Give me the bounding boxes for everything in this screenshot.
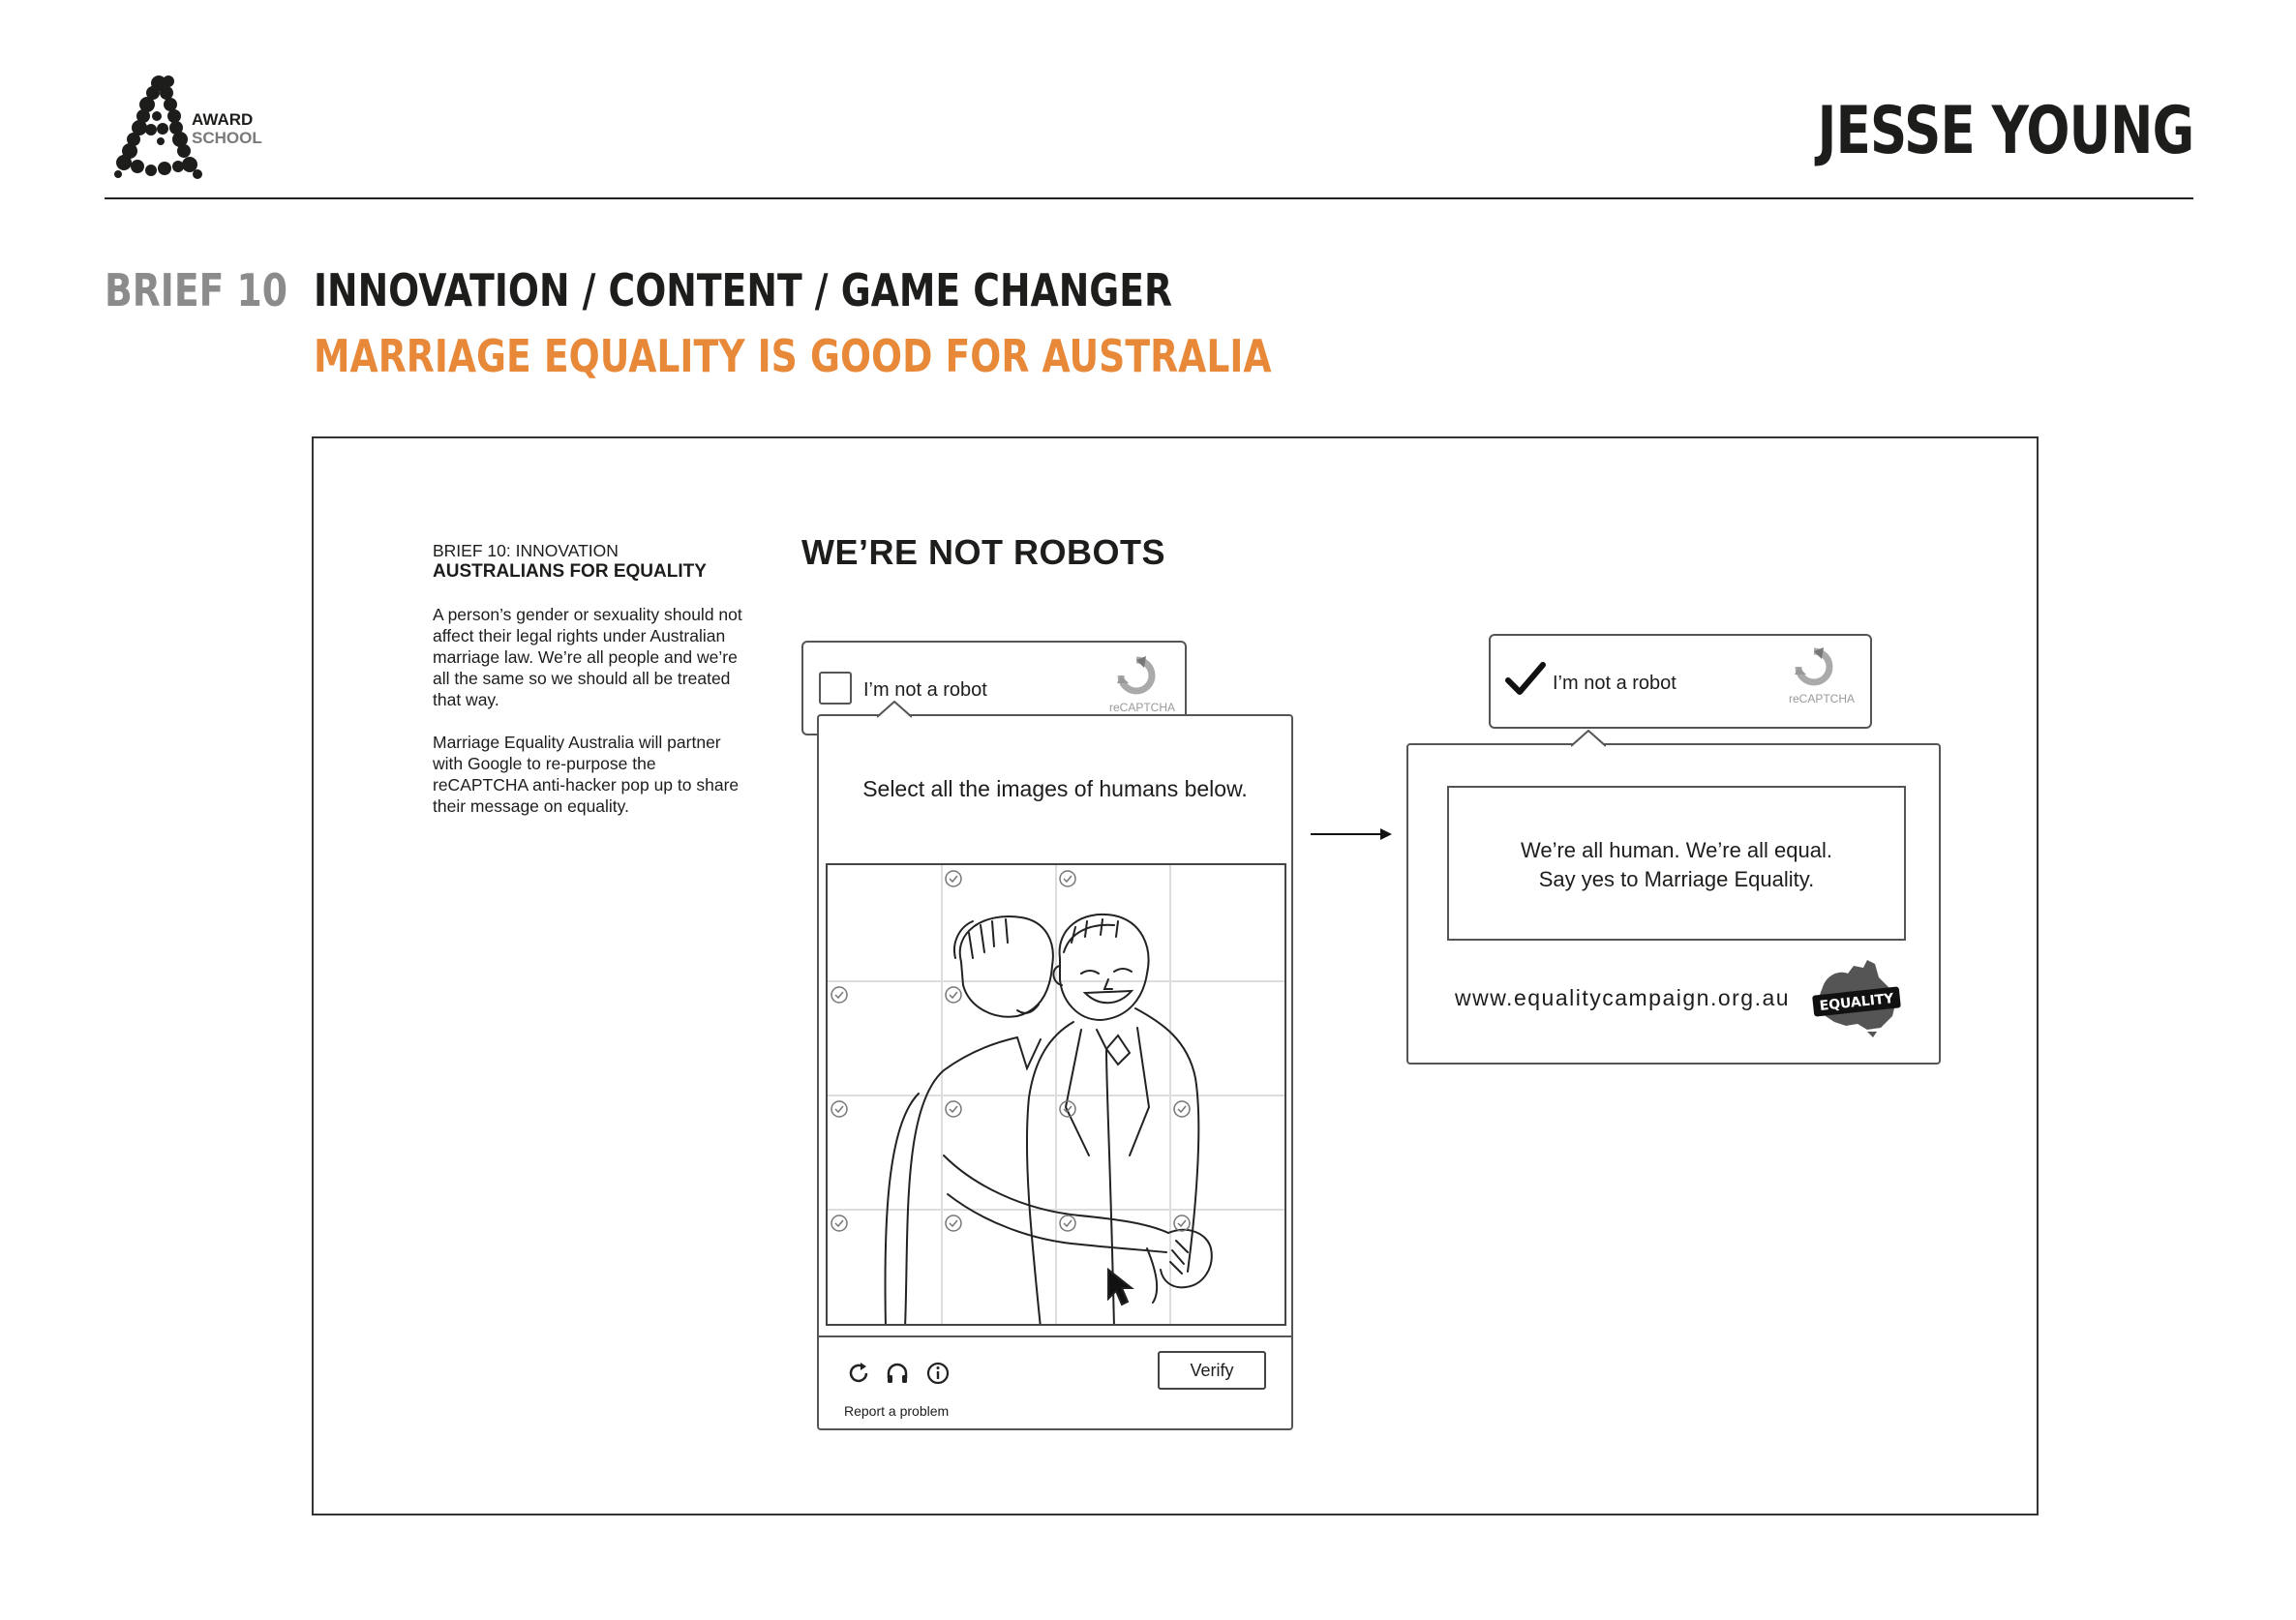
recaptcha-widget-checked [1489, 634, 1872, 729]
couple-illustration [828, 865, 1286, 1326]
message-line-1: We’re all human. We’re all equal. [1520, 838, 1832, 862]
report-problem-link[interactable]: Report a problem [844, 1403, 950, 1419]
header-divider [105, 197, 2193, 199]
info-icon[interactable] [925, 1361, 951, 1386]
arrow-icon [1309, 825, 1396, 844]
image-grid[interactable] [826, 863, 1286, 1326]
brief-headline: MARRIAGE EQUALITY IS GOOD FOR AUSTRALIA [314, 330, 1272, 382]
brief-category: INNOVATION / CONTENT / GAME CHANGER [314, 264, 1173, 316]
panel-footer-divider [819, 1335, 1291, 1337]
robot-checkbox-label: I’m not a robot [863, 679, 987, 701]
brief-number: BRIEF 10 [105, 264, 287, 316]
equality-message-box [1447, 786, 1906, 941]
headphones-icon[interactable] [885, 1361, 910, 1386]
copy-title: AUSTRALIANS FOR EQUALITY [433, 561, 707, 582]
equality-australia-logo [1809, 954, 1904, 1041]
challenge-prompt: Select all the images of humans below. [862, 776, 1248, 801]
logo-word-award: AWARD [192, 110, 254, 129]
recaptcha-brand: reCAPTCHA [1109, 701, 1176, 714]
equality-message-panel [1406, 743, 1941, 1065]
author-name: JESSE YOUNG [1817, 93, 2193, 169]
panel-pointer [877, 701, 912, 718]
panel-pointer [1571, 730, 1606, 747]
recaptcha-brand: reCAPTCHA [1789, 692, 1856, 705]
copy-paragraph-2: Marriage Equality Australia will partner with Google to re-purpose the reCAPTCHA anti-hacker pop up to share their message on equality. [433, 733, 740, 816]
checkmark-icon[interactable] [1504, 661, 1547, 700]
message-line-2: Say yes to Marriage Equality. [1538, 867, 1815, 891]
captcha-challenge-panel [817, 714, 1293, 1430]
brief-copy [433, 540, 742, 817]
concept-title: WE’RE NOT ROBOTS [801, 532, 1165, 572]
reload-icon[interactable] [846, 1361, 871, 1386]
robot-checkbox[interactable] [819, 672, 852, 705]
equality-badge-text: EQUALITY [1818, 991, 1895, 1014]
recaptcha-icon [1793, 645, 1835, 688]
verify-button[interactable]: Verify [1158, 1351, 1266, 1390]
logo-word-school: SCHOOL [192, 129, 262, 147]
copy-label: BRIEF 10: INNOVATION [433, 541, 619, 560]
campaign-url[interactable]: www.equalitycampaign.org.au [1455, 985, 1791, 1010]
robot-checkbox-label-checked: I’m not a robot [1553, 673, 1677, 694]
copy-paragraph-1: A person’s gender or sexuality should not affect their legal rights under Australian marriage law. We’re all people and we’re all the same so we should all be treated that way. [433, 605, 742, 709]
recaptcha-icon [1115, 654, 1158, 697]
